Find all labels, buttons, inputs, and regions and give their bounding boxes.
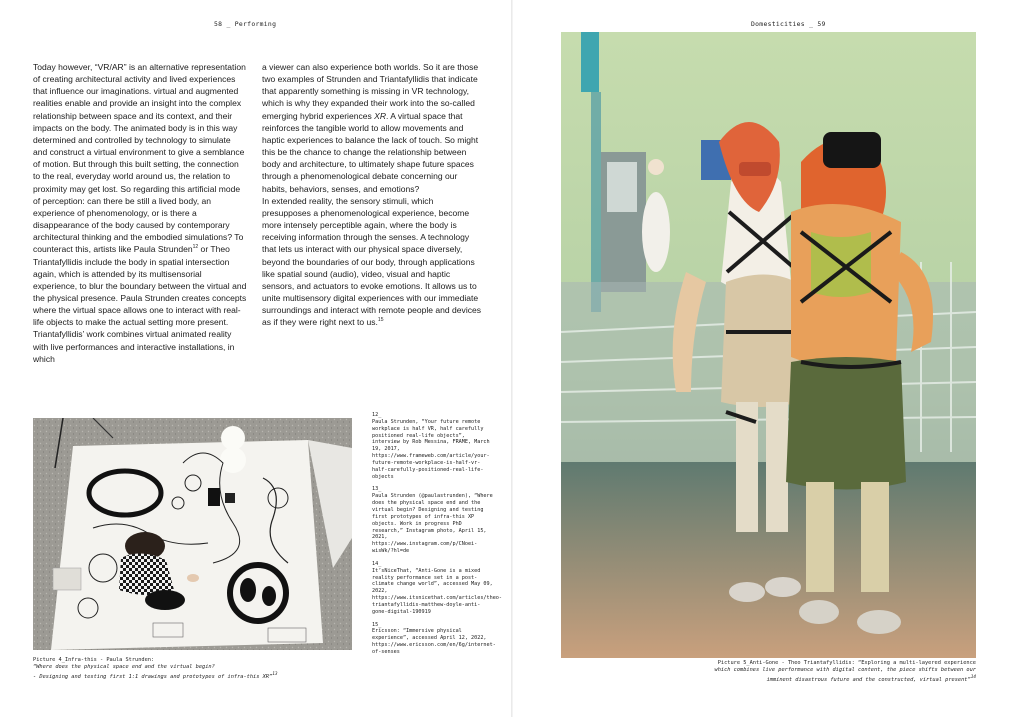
caption-line [600,674,976,684]
caption-line: Picture 4_Infra-this - Paula Strunden: [33,657,155,663]
footnote-text: Paula Strunden (@paulastrunden), “Where does the physical space end and the virtual begin? Designing and testing first prototypes of infra-this XP objects. Work in progress PhD research,” Instagram photo, April 15, 2021, https://www.instagram.com/p/CNoei-wisWk/?hl=de [372,493,493,555]
body-text: . A virtual space that reinforces the tangible world to allow movements and haptic experiences to balance the lack of touch. So might this be the chance to change the relationship between body and architecture, to ultimately shape future spaces through a phenomenological debate concerning our habits, behaviors, senses, and emotions? [262,110,479,194]
caption-line: which combines live performance with digital content, the piece shifts between our [714,667,976,673]
caption-line: Picture 5_Anti-Gone - Theo Triantafyllidis: “Exploring a multi-layered experience [717,660,976,666]
body-paragraph [262,195,483,329]
caption-text: imminent disastrous future and the constructed, virtual present” [766,676,971,683]
footnote [372,560,502,616]
footnote-ref: 12 [192,244,199,251]
footnote-number: 15_ [372,621,382,628]
footnote-text: Ericsson: “Immersive physical experience”, accessed April 12, 2022, https://www.ericsson.com/en/6g/internet-of-senses [372,628,496,655]
footnote-text: Paula Strunden, “Your future remote workplace is half VR, half carefully positioned real-life objects”, interview by Rob Messina, FRAME, March 19, 2017, https://www.frameweb.com/article/your-future-remote-workplace-is-half-vr-half-carefully-positioned-real-life-objects [372,418,490,480]
body-text: In extended reality, the sensory stimuli, which presupposes a phenomenological experience, become more intensely perceptible again, where the body is receiving information through the senses. A technology that lets us interact with our physical space diversely, beyond the boundaries of our body, through applications like spatial sound (audio), video, visual and haptic sensors, and actuators to evoke emotions. It allows us to unite multisensory digital experiences with our immediate surroundings and interact with remote people and devices as if they were right next to us. [262,195,482,328]
caption-text: - Designing and testing first 1:1 drawings and prototypes of infra-this XR” [33,673,273,680]
footnote-ref: 14 [970,675,976,680]
caption-line [33,671,353,681]
picture-4-photo [33,418,352,650]
footnote [372,412,494,480]
footnote-ref: 13 [272,672,278,677]
book-spine [511,0,513,717]
footnote-number: 13_ [372,486,382,493]
body-text: a viewer can also experience both worlds. So it are those two examples of Strunden and Triantafyllidis that indicate that apparently something is missing in VR technology, which is why they expanded their work into the so-called emerging hybrid experiences [262,62,479,121]
left-running-head: 58 _ Performing [214,20,277,28]
picture-5-caption [600,660,976,684]
right-running-head: Domesticities _ 59 [751,20,826,28]
footnotes [372,412,502,662]
picture-5-illustration [561,32,976,658]
picture-5-photo [561,32,976,658]
body-column-1 [33,61,247,365]
footnote-number: 12_ [372,412,382,418]
caption-line: “Where does the physical space end and the virtual begin? [33,664,215,670]
footnote-text: It’sNiceThat, “Anti-Gone is a mixed reality performance set in a post-climate change world”, accessed May 09, 2022, https://www.itsnicethat.com/articles/theo-triantafyllidis-matthew-doyle-anti-gone-digital-190919 [372,567,502,615]
footnote [372,486,494,554]
footnote [372,622,494,656]
xr-term: XR [374,110,386,121]
body-paragraph [33,61,247,365]
footnote-ref: 15 [377,317,384,324]
body-column-2 [262,61,483,328]
footnote-number: 14_ [372,560,382,567]
body-text: Today however, “VR/AR” is an alternative representation of creating architectural activity and lived experiences that influence our imaginations. virtual and augmented realities enable and provide an insight into the complex relationship between space and its context, and their impacts on the body. The animated body is in this way determined and controlled by technology to simulate and construct a virtual environment to give a semblance of motion. But through this built setting, the connection to the real, everyday world around us, the relation to proximity may get lost. So regarding this artificial mode of perception: can there be still a lived body, an experience of phenomenology, or is there a disappearance of the body caused by contemporary architectural thinking and the embodied simulations? To counteract this, artists like Paula Strunden [33,62,246,255]
body-paragraph [262,61,483,195]
body-text: or Theo Triantafyllidis include the body in spatial intersection again, which is attended by its multisensorial experience, to blur the boundary between the virtual and the physical presence. Paula Strunden creates concepts where the virtual space allows one to interact with real-life objects to make the actual setting more present. Triantafyllidis’ work combines virtual animated reality with live performances and interactive installations, in which [33,244,247,364]
picture-4-caption [33,657,353,681]
picture-4-illustration [33,418,352,650]
